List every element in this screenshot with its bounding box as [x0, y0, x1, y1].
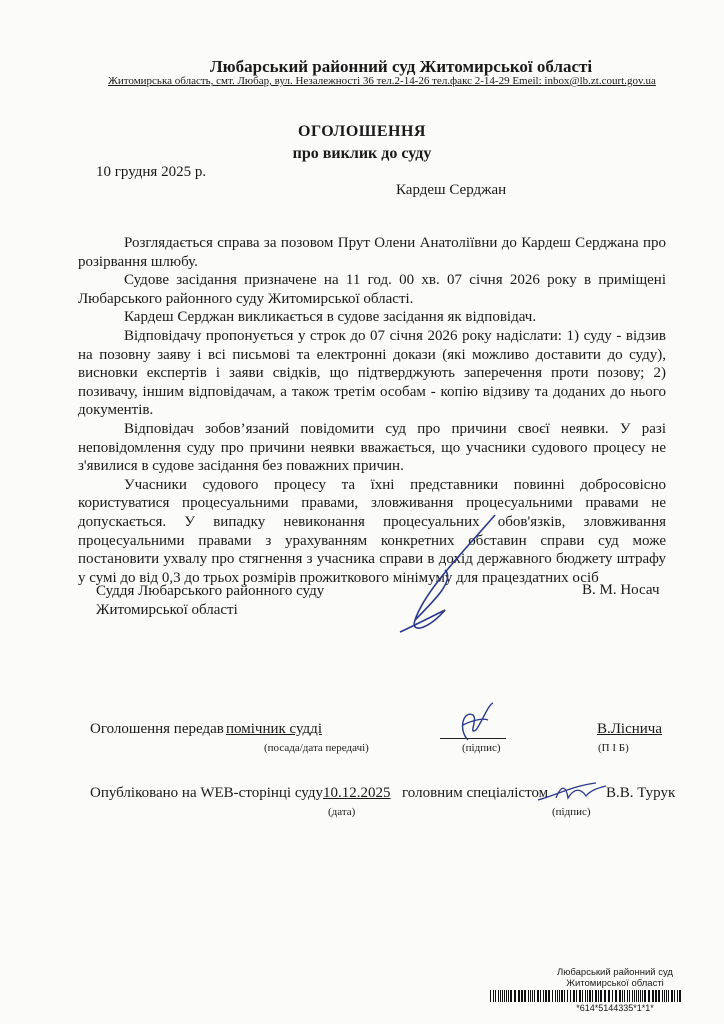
barcode-bar	[608, 990, 610, 1002]
signature-caption: (підпис)	[462, 742, 501, 754]
notice-body	[78, 234, 666, 587]
barcode-bar	[587, 990, 588, 1002]
publication-date: 10.12.2025	[323, 785, 391, 801]
barcode-bar	[624, 990, 625, 1002]
barcode-bar	[537, 990, 539, 1002]
notice-date: 10 грудня 2025 р.	[96, 164, 207, 180]
barcode-bar	[530, 990, 531, 1002]
barcode-bar	[540, 990, 541, 1002]
barcode-bar	[564, 990, 565, 1002]
barcode-bar	[666, 990, 667, 1002]
barcode-bar	[518, 990, 520, 1002]
barcode-bar	[592, 990, 593, 1002]
notice-title: ОГОЛОШЕННЯ	[298, 123, 426, 140]
paragraph: Судове засідання призначене на 11 год. 00 хв. 07 січня 2026 року в приміщені Любарського районного суду Житомирської області.	[78, 272, 666, 307]
publication-label: Опубліковано на WEB-сторінці суду	[90, 785, 323, 801]
barcode-bar	[557, 990, 558, 1002]
barcode-bar	[627, 990, 628, 1002]
barcode-bar	[636, 990, 637, 1002]
paragraph: Кардеш Серджан викликається в судове засідання як відповідач.	[124, 309, 537, 326]
barcode-bar	[534, 990, 535, 1002]
barcode-bar	[671, 990, 673, 1002]
barcode-bar	[573, 990, 575, 1002]
stamp-line: Любарський районний суд	[557, 967, 673, 978]
barcode-bar	[638, 990, 639, 1002]
judge-name: В. М. Носач	[582, 582, 660, 598]
barcode-bar	[555, 990, 556, 1002]
barcode-bar	[640, 990, 641, 1002]
paragraph: Учасники судового процесу та їхні представники повинні добросовісно користуватися процесуальними правами, зловживання процесуальними правами не допускається. У випадку невиконання процесуальних обов'язків, зловживання процесуальними правами з урахуванням конкретних обставин справи суд може постановити ухвалу про стягнення з учасника справи в дохід державного бюджету штрафу у сумі до від 0,3 до трьох розмірів прожиткового мінімуму для працездатних осіб	[78, 476, 666, 586]
barcode-bar	[582, 990, 583, 1002]
barcode-bar	[658, 990, 660, 1002]
barcode-bar	[504, 990, 505, 1002]
barcode-bar	[674, 990, 675, 1002]
barcode-bar	[585, 990, 586, 1002]
barcode-bar	[500, 990, 501, 1002]
barcode-bar	[498, 990, 499, 1002]
transfer-position: помічник судді	[226, 721, 322, 737]
barcode	[490, 990, 722, 1002]
barcode-bar	[664, 990, 665, 1002]
barcode-bar	[561, 990, 563, 1002]
judge-title	[96, 582, 324, 620]
barcode-text: *614*5144335*1*1*	[576, 1003, 654, 1013]
barcode-bar	[532, 990, 533, 1002]
barcode-bar	[655, 990, 657, 1002]
barcode-bar	[632, 990, 633, 1002]
judge-title-line: Житомирської області	[96, 602, 238, 618]
notice-subtitle: про виклик до суду	[292, 145, 432, 162]
barcode-bar	[662, 990, 663, 1002]
transfer-signature	[448, 700, 498, 745]
barcode-bar	[567, 990, 568, 1002]
barcode-bar	[528, 990, 529, 1002]
publication-signature	[536, 780, 608, 805]
name-caption: (П І Б)	[598, 742, 629, 754]
barcode-bar	[677, 990, 678, 1002]
barcode-bar	[579, 990, 581, 1002]
barcode-bar	[622, 990, 623, 1002]
barcode-bar	[598, 990, 599, 1002]
paragraph: Відповідач зобов’язаний повідомити суд про причини своєї неявки. У разі неповідомлення суду про причини неявки вважається, що учасники судового процесу не з'явилися в судове засідання без поважних причин.	[78, 420, 666, 475]
barcode-bar	[595, 990, 597, 1002]
barcode-bar	[524, 990, 526, 1002]
barcode-bar	[506, 990, 507, 1002]
barcode-bar	[543, 990, 544, 1002]
barcode-bar	[615, 990, 617, 1002]
barcode-bar	[493, 990, 494, 1002]
barcode-bar	[679, 990, 681, 1002]
date-caption: (дата)	[328, 806, 356, 818]
barcode-bar	[644, 990, 646, 1002]
barcode-bar	[490, 990, 491, 1002]
barcode-bar	[652, 990, 654, 1002]
registry-stamp	[540, 967, 690, 989]
paragraph: Відповідачу пропонується у строк до 07 січня 2026 року надіслати: 1) суду - відзив на позовну заяву і всі письмові та електронні докази (які можливо доставити до суду), висновки експертів і заяви свідків, що підтверджують заперечення проти позову; 2) позивачу, іншим відповідачам, а також третім особам - копію відзиву та доданих до нього документів.	[78, 327, 666, 419]
barcode-bar	[629, 990, 630, 1002]
barcode-bar	[612, 990, 613, 1002]
barcode-bar	[570, 990, 571, 1002]
barcode-bar	[502, 990, 503, 1002]
barcode-bar	[604, 990, 606, 1002]
judge-title-line: Суддя Любарського районного суду	[96, 583, 325, 599]
barcode-bar	[668, 990, 669, 1002]
barcode-bar	[559, 990, 560, 1002]
publication-by: головним спеціалістом	[402, 785, 549, 801]
barcode-bar	[545, 990, 547, 1002]
publication-name: В.В. Турук	[606, 785, 676, 801]
barcode-bar	[619, 990, 621, 1002]
barcode-bar	[634, 990, 635, 1002]
transfer-name: В.Лісничa	[597, 721, 663, 737]
barcode-bar	[576, 990, 577, 1002]
barcode-bar	[552, 990, 553, 1002]
barcode-bar	[548, 990, 550, 1002]
barcode-bar	[589, 990, 591, 1002]
stamp-line: Житомирської області	[566, 978, 664, 989]
barcode-bar	[521, 990, 523, 1002]
barcode-bar	[648, 990, 650, 1002]
barcode-bar	[495, 990, 496, 1002]
court-address: Житомирська область, смт. Любар, вул. Незалежності 36 тел.2-14-26 тел.факс 2-14-29 Emeil: inbox@lb.zt.court.gov.ua	[108, 75, 656, 87]
barcode-bar	[508, 990, 509, 1002]
barcode-bar	[600, 990, 602, 1002]
barcode-bar	[642, 990, 643, 1002]
judge-signature	[385, 510, 505, 635]
transfer-label: Оголошення передав	[90, 721, 224, 737]
publication-signature-caption: (підпис)	[552, 806, 591, 818]
addressee: Кардеш Серджан	[396, 182, 507, 198]
barcode-bar	[510, 990, 512, 1002]
position-caption: (посада/дата передачі)	[264, 742, 369, 754]
court-name: Любарський районний суд Житомирської області	[210, 57, 593, 76]
barcode-bar	[514, 990, 516, 1002]
paragraph: Розглядається справа за позовом Прут Олени Анатоліївни до Кардеш Серджана про розірвання шлюбу.	[78, 235, 666, 270]
